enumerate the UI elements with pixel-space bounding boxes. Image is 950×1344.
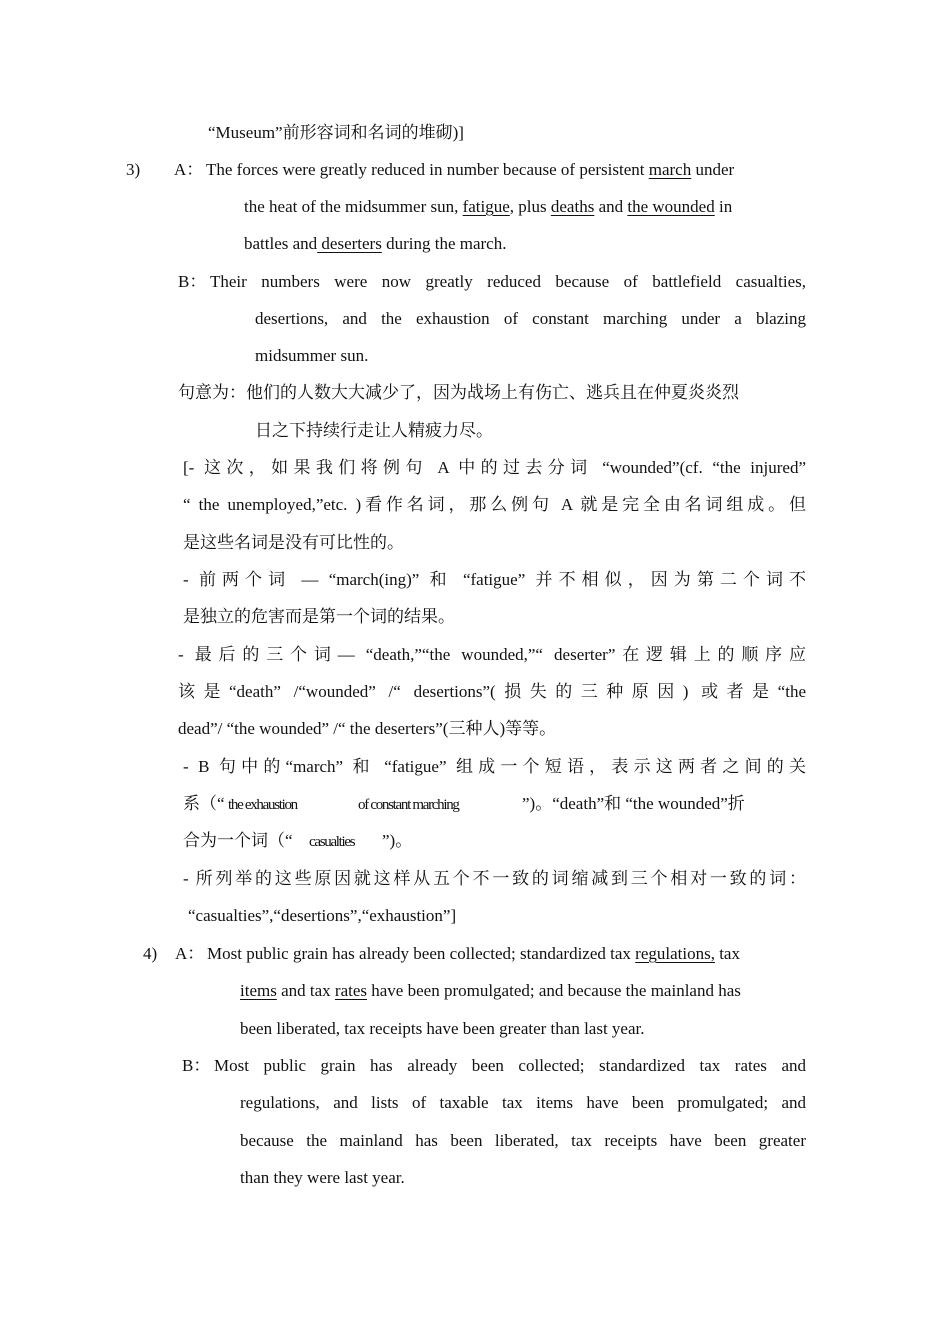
underlined-word: deserters bbox=[317, 234, 382, 253]
underlined-word: rates bbox=[334, 981, 368, 1000]
label-b: B： bbox=[178, 272, 207, 291]
text-line: the exhaustion bbox=[228, 797, 297, 813]
label-b: B： bbox=[182, 1056, 211, 1075]
text-line: “casualties”,“desertions”,“exhaustion”] bbox=[188, 906, 457, 925]
text-line: “Museum”前形容词和名词的堆砌)] bbox=[208, 123, 464, 142]
text-line: ”)。 bbox=[382, 831, 413, 850]
text-line: Most public grain has already been collected; standardized tax rates and bbox=[214, 1056, 806, 1075]
text-line: dead”/ “the wounded” /“ the deserters”(三种人)等等。 bbox=[178, 719, 557, 738]
text-line: - B 句中的“march” 和 “fatigue” 组成一个短语，表示这两者之间的关 bbox=[183, 757, 806, 776]
text-line: 是这些名词是没有可比性的。 bbox=[183, 533, 404, 552]
text-line: - 最后的三个词— “death,”“the wounded,”“ deserter”在逻辑上的顺序应 bbox=[178, 645, 806, 664]
text-line: - 所列举的这些原因就这样从五个不一致的词缩减到三个相对一致的词： bbox=[183, 869, 806, 888]
text-line: 是独立的危害而是第一个词的结果。 bbox=[183, 607, 455, 626]
text-line: than they were last year. bbox=[240, 1168, 405, 1187]
underlined-word: items bbox=[240, 981, 277, 1000]
text-line: casualties bbox=[309, 834, 355, 850]
text-line: ”)。“death”和 “the wounded”折 bbox=[522, 794, 745, 813]
text-line: The forces were greatly reduced in number because of persistent march under bbox=[206, 160, 735, 179]
text-line: 日之下持续行走让人精疲力尽。 bbox=[255, 421, 493, 440]
text-line: Most public grain has already been collected; standardized tax regulations, tax bbox=[207, 944, 740, 963]
underlined-word: the wounded bbox=[627, 197, 715, 216]
text-line: 句意为：他们的人数大大减少了，因为战场上有伤亡、逃兵且在仲夏炎炎烈 bbox=[178, 383, 739, 402]
text-line: 合为一个词（“ bbox=[183, 831, 293, 850]
text-line: because the mainland has been liberated, tax receipts have been greater bbox=[240, 1131, 806, 1150]
text-line: Their numbers were now greatly reduced because of battlefield casualties, bbox=[210, 272, 806, 291]
item-number: 3) bbox=[126, 160, 141, 179]
text-line: regulations, and lists of taxable tax items have been promulgated; and bbox=[240, 1093, 806, 1112]
text-line: battles and deserters during the march. bbox=[244, 234, 507, 253]
text-line: 该是“death” /“wounded” /“ desertions”(损失的三种原因) 或者是“the bbox=[178, 682, 806, 701]
label-a: A： bbox=[175, 944, 205, 963]
item-number: 4) bbox=[143, 944, 158, 963]
text-line: midsummer sun. bbox=[255, 346, 369, 365]
underlined-word: deaths bbox=[550, 197, 595, 216]
text-line: “ the unemployed,”etc. )看作名词，那么例句 A 就是完全由名词组成。但 bbox=[183, 495, 806, 514]
text-line: the heat of the midsummer sun, fatigue, plus deaths and the wounded in bbox=[244, 197, 733, 216]
underlined-word: fatigue bbox=[462, 197, 510, 216]
label-a: A： bbox=[174, 160, 204, 179]
text-line: of constant marching bbox=[358, 797, 459, 813]
text-line: [- 这次，如果我们将例句 A 中的过去分词 “wounded”(cf. “the injured” bbox=[183, 458, 806, 477]
text-line: desertions, and the exhaustion of constant marching under a blazing bbox=[255, 309, 806, 328]
underlined-word: march bbox=[648, 160, 692, 179]
text-line: items and tax rates have been promulgated; and because the mainland has bbox=[240, 981, 741, 1000]
text-line: been liberated, tax receipts have been greater than last year. bbox=[240, 1019, 645, 1038]
text-line: - 前两个词 — “march(ing)” 和 “fatigue” 并不相似，因为第二个词不 bbox=[183, 570, 806, 589]
text-line: 系（“ bbox=[183, 794, 225, 813]
underlined-word: regulations, bbox=[635, 944, 715, 963]
